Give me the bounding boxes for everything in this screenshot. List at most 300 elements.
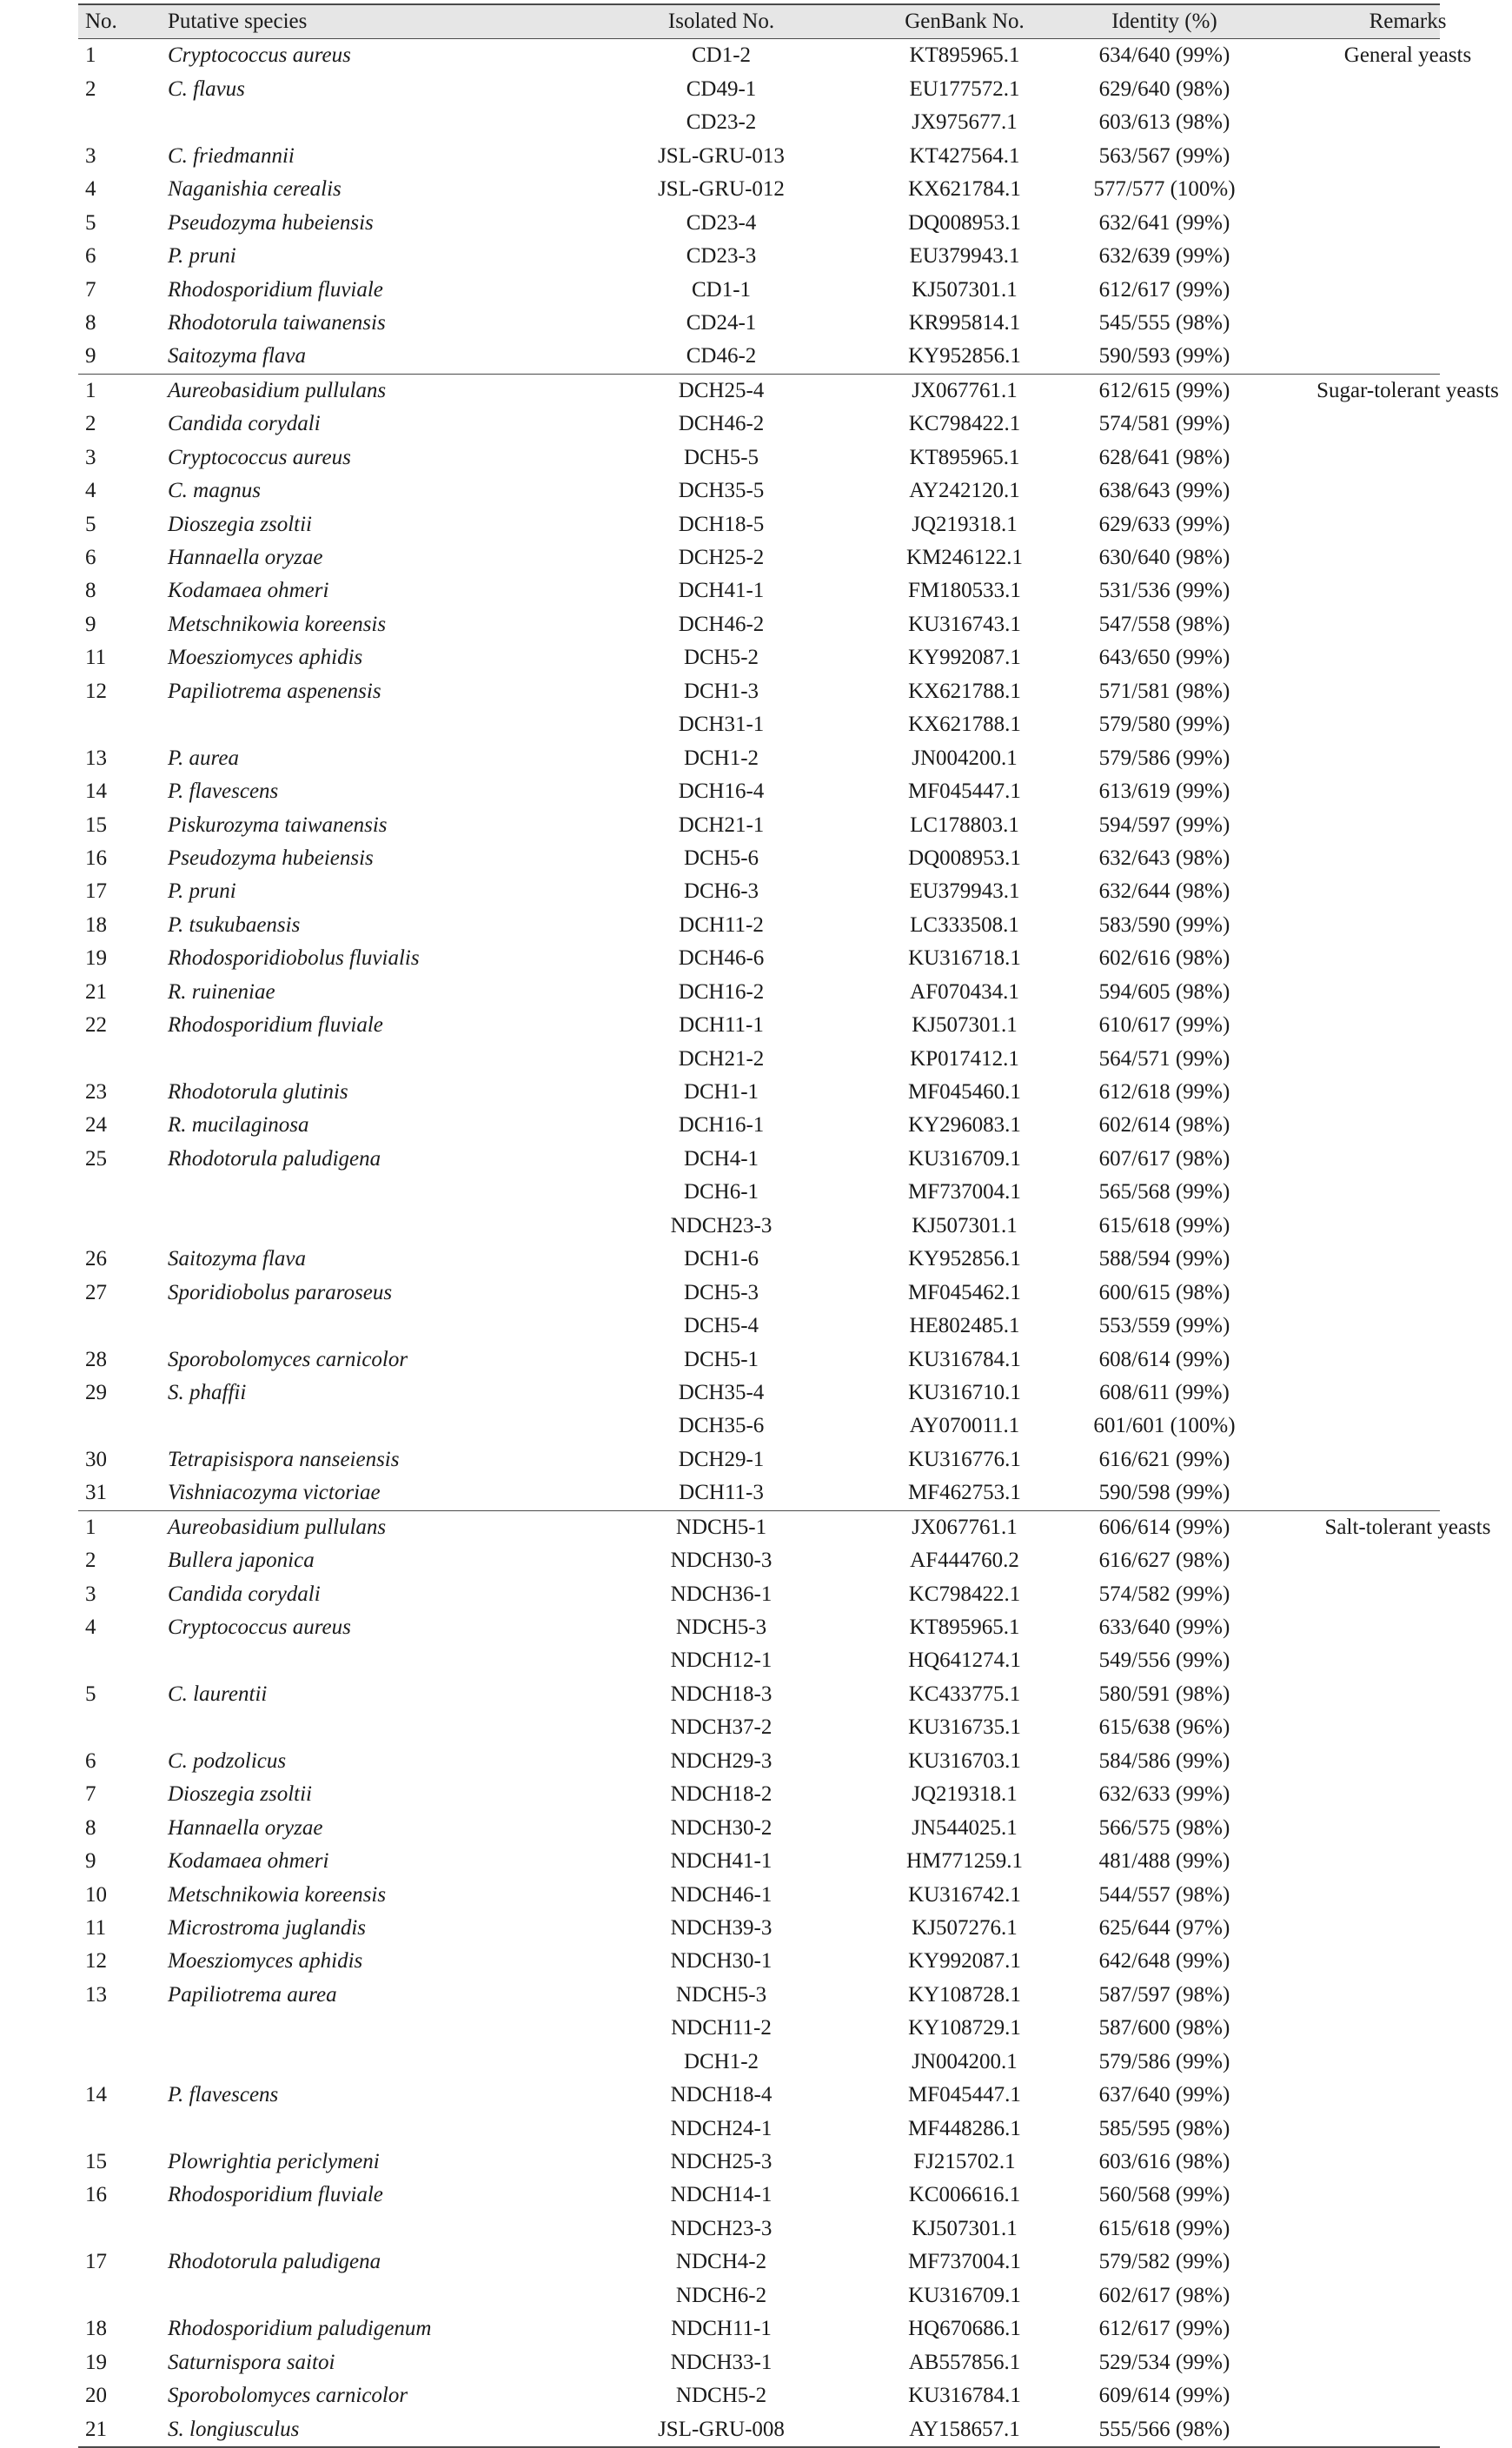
cell-genbank: KU316710.1 <box>908 1380 1021 1404</box>
table-row <box>78 2012 1440 2045</box>
cell-identity: 629/633 (99%) <box>1098 512 1230 536</box>
cell-identity: 632/641 (99%) <box>1098 210 1230 235</box>
table-row <box>78 474 1440 508</box>
cell-isolate: NDCH46-1 <box>670 1882 773 1907</box>
table-row <box>78 909 1440 942</box>
cell-genbank: KC006616.1 <box>908 2183 1021 2207</box>
table-row <box>78 340 1440 373</box>
cell-species: Bullera japonica <box>168 1549 315 1573</box>
cell-species: Rhodosporidium fluviale <box>168 277 383 302</box>
cell-genbank: FM180533.1 <box>908 579 1021 603</box>
cell-isolate: DCH29-1 <box>678 1447 765 1471</box>
cell-identity: 638/643 (99%) <box>1098 479 1230 503</box>
cell-isolate: NDCH24-1 <box>670 2116 773 2140</box>
cell-identity: 571/581 (98%) <box>1098 679 1230 703</box>
cell-identity: 588/594 (99%) <box>1098 1247 1230 1271</box>
cell-no: 28 <box>85 1347 107 1371</box>
table-row <box>78 1578 1440 1611</box>
cell-isolate: DCH46-2 <box>678 612 765 636</box>
cell-genbank: KT895965.1 <box>909 1615 1020 1639</box>
cell-no: 3 <box>85 1582 96 1606</box>
cell-species: R. mucilaginosa <box>168 1113 309 1138</box>
cell-isolate: JSL-GRU-012 <box>658 177 785 202</box>
cell-identity: 607/617 (98%) <box>1098 1146 1230 1171</box>
table-row <box>78 1812 1440 1845</box>
cell-no: 4 <box>85 479 96 503</box>
cell-isolate: DCH5-6 <box>683 846 759 870</box>
cell-species: R. ruineniae <box>168 979 275 1004</box>
cell-no: 19 <box>85 2350 107 2374</box>
cell-no: 30 <box>85 1447 107 1471</box>
cell-identity: 610/617 (99%) <box>1098 1013 1230 1038</box>
cell-species: Cryptococcus aureus <box>168 43 351 68</box>
cell-genbank: AY070011.1 <box>909 1414 1020 1438</box>
cell-identity: 632/644 (98%) <box>1098 879 1230 904</box>
cell-genbank: KU316709.1 <box>908 1146 1021 1171</box>
cell-identity: 612/617 (99%) <box>1098 277 1230 302</box>
cell-no: 1 <box>85 1515 96 1539</box>
cell-isolate: DCH11-3 <box>679 1481 764 1505</box>
table-row <box>78 1544 1440 1577</box>
cell-genbank: JX067761.1 <box>912 378 1018 402</box>
cell-isolate: CD23-3 <box>686 244 757 269</box>
cell-identity: 634/640 (99%) <box>1098 43 1230 68</box>
cell-isolate: DCH35-6 <box>678 1414 765 1438</box>
cell-no: 15 <box>85 2150 107 2173</box>
table-row <box>78 1043 1440 1076</box>
cell-identity: 602/617 (98%) <box>1098 2283 1230 2307</box>
cell-identity: 587/597 (98%) <box>1098 1982 1230 2007</box>
cell-isolate: NDCH33-1 <box>670 2350 773 2374</box>
cell-genbank: KT427564.1 <box>909 143 1020 168</box>
cell-isolate: NDCH39-3 <box>670 1915 773 1940</box>
table-row <box>78 1745 1440 1778</box>
table-row <box>78 1644 1440 1677</box>
cell-identity: 602/616 (98%) <box>1098 946 1230 971</box>
cell-genbank: KT895965.1 <box>909 43 1020 68</box>
header-species: Putative species <box>168 10 308 33</box>
cell-no: 14 <box>85 780 107 804</box>
table-row <box>78 2346 1440 2379</box>
cell-identity: 602/614 (98%) <box>1098 1113 1230 1138</box>
cell-species: Metschnikowia koreensis <box>168 1882 387 1907</box>
cell-identity: 594/605 (98%) <box>1098 979 1230 1004</box>
cell-identity: 632/639 (99%) <box>1098 244 1230 269</box>
cell-species: Aureobasidium pullulans <box>168 1515 387 1539</box>
table-row <box>78 2113 1440 2146</box>
cell-identity: 612/618 (99%) <box>1098 1080 1230 1104</box>
cell-isolate: DCH25-2 <box>678 546 765 569</box>
cell-isolate: NDCH23-3 <box>670 1213 773 1237</box>
table-row <box>78 1410 1440 1443</box>
table-row <box>78 1076 1440 1109</box>
cell-identity: 608/611 (99%) <box>1099 1380 1230 1404</box>
cell-isolate: DCH16-4 <box>678 780 765 804</box>
cell-no: 11 <box>85 646 107 670</box>
cell-isolate: NDCH5-2 <box>675 2384 767 2408</box>
cell-identity: 583/590 (99%) <box>1098 912 1230 937</box>
table-row <box>78 2379 1440 2412</box>
cell-isolate: DCH31-1 <box>678 713 765 737</box>
table-row <box>78 842 1440 875</box>
cell-genbank: FJ215702.1 <box>913 2150 1016 2173</box>
header-remarks: Remarks <box>1369 10 1447 33</box>
cell-genbank: JN004200.1 <box>912 2049 1018 2073</box>
cell-species: C. magnus <box>168 479 261 503</box>
table-row <box>78 1243 1440 1276</box>
cell-identity: 585/595 (98%) <box>1098 2116 1230 2140</box>
table-row <box>78 2079 1440 2112</box>
cell-species: Hannaella oryzae <box>168 1815 323 1840</box>
cell-isolate: DCH4-1 <box>683 1146 759 1171</box>
cell-genbank: KM246122.1 <box>905 546 1024 569</box>
cell-no: 6 <box>85 1748 96 1773</box>
header-no: No. <box>85 10 117 33</box>
table-row <box>78 1109 1440 1142</box>
cell-species: S. phaffii <box>168 1380 247 1404</box>
table-row <box>78 2046 1440 2079</box>
table-row <box>78 1476 1440 1509</box>
cell-identity: 566/575 (98%) <box>1098 1815 1230 1840</box>
cell-genbank: KY296083.1 <box>908 1113 1021 1138</box>
cell-genbank: KY952856.1 <box>908 1247 1021 1271</box>
cell-species: Dioszegia zsoltii <box>168 512 312 536</box>
cell-isolate: DCH46-6 <box>678 946 765 971</box>
cell-isolate: DCH41-1 <box>678 579 765 603</box>
table-row <box>78 574 1440 607</box>
cell-no: 24 <box>85 1113 107 1138</box>
cell-genbank: KC798422.1 <box>908 1582 1021 1606</box>
cell-isolate: DCH1-2 <box>683 2049 759 2073</box>
cell-genbank: JQ219318.1 <box>912 1782 1018 1807</box>
cell-genbank: HM771259.1 <box>905 1849 1024 1874</box>
cell-genbank: LC178803.1 <box>910 813 1019 837</box>
cell-species: C. friedmannii <box>168 143 295 168</box>
cell-identity: 612/617 (99%) <box>1098 2317 1230 2341</box>
cell-genbank: KU316784.1 <box>908 1347 1021 1371</box>
cell-identity: 632/633 (99%) <box>1098 1782 1230 1807</box>
cell-isolate: NDCH30-3 <box>670 1549 773 1573</box>
cell-genbank: KJ507301.1 <box>912 2216 1018 2240</box>
table-row <box>78 942 1440 975</box>
cell-identity: 564/571 (99%) <box>1098 1046 1230 1071</box>
table-row <box>78 1711 1440 1744</box>
cell-species: P. tsukubaensis <box>168 912 301 937</box>
table-row <box>78 2212 1440 2246</box>
cell-identity: 637/640 (99%) <box>1098 2083 1230 2107</box>
cell-no: 16 <box>85 846 107 870</box>
cell-no: 5 <box>85 512 96 536</box>
cell-identity: 609/614 (99%) <box>1098 2384 1230 2408</box>
cell-no: 12 <box>85 679 107 703</box>
cell-species: Saitozyma flava <box>168 1247 307 1271</box>
cell-genbank: KU316776.1 <box>908 1447 1021 1471</box>
table-row <box>78 742 1440 775</box>
cell-isolate: DCH1-6 <box>683 1247 759 1271</box>
cell-genbank: KU316735.1 <box>908 1715 1021 1740</box>
cell-species: Moesziomyces aphidis <box>168 646 363 670</box>
cell-identity: 630/640 (98%) <box>1098 546 1230 569</box>
cell-isolate: NDCH11-2 <box>671 2016 772 2040</box>
table-row <box>78 307 1440 340</box>
cell-identity: 549/556 (99%) <box>1098 1649 1230 1673</box>
cell-identity: 615/638 (96%) <box>1098 1715 1230 1740</box>
cell-isolate: DCH1-1 <box>683 1080 759 1104</box>
cell-species: Rhodosporidium fluviale <box>168 2183 383 2207</box>
cell-species: Hannaella oryzae <box>168 546 323 569</box>
cell-identity: 584/586 (99%) <box>1098 1748 1230 1773</box>
cell-identity: 555/566 (98%) <box>1098 2417 1230 2441</box>
cell-isolate: NDCH25-3 <box>670 2150 773 2173</box>
table-row <box>78 39 1472 72</box>
cell-no: 9 <box>85 344 96 368</box>
cell-species: Candida corydali <box>168 412 321 436</box>
cell-isolate: DCH21-2 <box>678 1046 765 1071</box>
cell-identity: 633/640 (99%) <box>1098 1615 1230 1639</box>
cell-genbank: DQ008953.1 <box>908 846 1021 870</box>
cell-identity: 580/591 (98%) <box>1098 1682 1230 1706</box>
cell-isolate: NDCH18-3 <box>670 1682 773 1706</box>
table-row <box>78 1945 1440 1978</box>
header-identity: Identity (%) <box>1111 10 1217 33</box>
cell-isolate: NDCH36-1 <box>670 1582 773 1606</box>
cell-remarks: Salt-tolerant yeasts <box>1324 1515 1491 1539</box>
cell-no: 17 <box>85 2250 107 2274</box>
cell-genbank: JN544025.1 <box>912 1815 1018 1840</box>
cell-identity: 560/568 (99%) <box>1098 2183 1230 2207</box>
cell-genbank: KY952856.1 <box>908 344 1021 368</box>
cell-identity: 574/581 (99%) <box>1098 412 1230 436</box>
table-row <box>78 1176 1440 1209</box>
cell-no: 11 <box>85 1915 107 1940</box>
cell-genbank: KU316709.1 <box>908 2283 1021 2307</box>
cell-genbank: MF045460.1 <box>908 1080 1021 1104</box>
table-row <box>78 207 1440 240</box>
cell-no: 4 <box>85 1615 96 1639</box>
cell-species: Rhodotorula glutinis <box>168 1080 348 1104</box>
cell-no: 13 <box>85 1982 107 2007</box>
cell-isolate: NDCH18-2 <box>670 1782 773 1807</box>
table-row <box>78 2312 1440 2345</box>
yeast-identification-table <box>78 3 1499 2448</box>
table-row <box>78 441 1440 474</box>
cell-genbank: KX621788.1 <box>908 713 1021 737</box>
table-row <box>78 608 1440 641</box>
cell-species: C. podzolicus <box>168 1748 287 1773</box>
cell-no: 23 <box>85 1080 107 1104</box>
table-row <box>78 875 1440 908</box>
cell-identity: 565/568 (99%) <box>1098 1180 1230 1204</box>
cell-identity: 590/593 (99%) <box>1098 344 1230 368</box>
cell-no: 18 <box>85 2317 107 2341</box>
cell-genbank: AY158657.1 <box>909 2417 1020 2441</box>
header-isolate: Isolated No. <box>667 10 775 33</box>
cell-identity: 612/615 (99%) <box>1098 378 1230 402</box>
cell-no: 4 <box>85 177 96 202</box>
cell-isolate: DCH11-1 <box>679 1013 764 1038</box>
cell-genbank: MF737004.1 <box>908 1180 1021 1204</box>
cell-species: P. flavescens <box>168 780 279 804</box>
cell-species: Plowrightia periclymeni <box>168 2150 380 2173</box>
cell-isolate: DCH18-5 <box>678 512 765 536</box>
cell-isolate: CD23-4 <box>686 210 757 235</box>
cell-no: 1 <box>85 378 96 402</box>
cell-isolate: DCH1-3 <box>683 679 759 703</box>
cell-no: 3 <box>85 143 96 168</box>
table-row <box>78 1277 1440 1310</box>
cell-isolate: DCH6-1 <box>683 1180 759 1204</box>
cell-species: Aureobasidium pullulans <box>168 378 387 402</box>
cell-isolate: CD23-2 <box>686 110 757 135</box>
table-row <box>78 73 1440 106</box>
cell-genbank: KR995814.1 <box>908 310 1021 335</box>
cell-species: Rhodotorula paludigena <box>168 1146 381 1171</box>
cell-isolate: CD46-2 <box>686 344 757 368</box>
table-row <box>78 408 1440 441</box>
cell-genbank: KC433775.1 <box>908 1682 1021 1706</box>
cell-no: 19 <box>85 946 107 971</box>
cell-no: 7 <box>85 1782 96 1807</box>
cell-genbank: JX067761.1 <box>912 1515 1018 1539</box>
table-row <box>78 1443 1440 1476</box>
cell-species: P. flavescens <box>168 2083 279 2107</box>
table-row <box>78 1377 1440 1410</box>
cell-isolate: DCH25-4 <box>678 378 765 402</box>
cell-species: P. pruni <box>168 244 236 269</box>
cell-no: 3 <box>85 445 96 469</box>
cell-genbank: KU316703.1 <box>908 1748 1021 1773</box>
cell-genbank: JQ219318.1 <box>912 512 1018 536</box>
table-row <box>78 1912 1440 1945</box>
cell-no: 2 <box>85 76 96 101</box>
cell-isolate: DCH35-5 <box>678 479 765 503</box>
cell-genbank: EU177572.1 <box>909 76 1020 101</box>
cell-genbank: AF070434.1 <box>910 979 1019 1004</box>
cell-identity: 587/600 (98%) <box>1098 2016 1230 2040</box>
cell-species: Saitozyma flava <box>168 344 307 368</box>
cell-no: 21 <box>85 979 107 1004</box>
cell-isolate: NDCH5-3 <box>675 1615 767 1639</box>
cell-species: C. flavus <box>168 76 245 101</box>
cell-isolate: DCH5-3 <box>683 1280 759 1304</box>
table-row <box>78 1678 1440 1711</box>
table-row <box>78 541 1440 574</box>
table-row <box>78 240 1440 273</box>
cell-remarks: General yeasts <box>1343 43 1472 68</box>
cell-isolate: DCH16-2 <box>678 979 765 1004</box>
cell-no: 5 <box>85 1682 96 1706</box>
cell-species: Metschnikowia koreensis <box>168 612 387 636</box>
cell-no: 7 <box>85 277 96 302</box>
cell-genbank: EU379943.1 <box>909 879 1020 904</box>
cell-species: Pseudozyma hubeiensis <box>168 846 374 870</box>
cell-genbank: EU379943.1 <box>909 244 1020 269</box>
cell-isolate: DCH46-2 <box>678 412 765 436</box>
cell-species: Cryptococcus aureus <box>168 445 351 469</box>
cell-genbank: HQ670686.1 <box>908 2317 1021 2341</box>
cell-isolate: DCH21-1 <box>678 813 765 837</box>
cell-genbank: AY242120.1 <box>909 479 1020 503</box>
cell-remarks: Sugar-tolerant yeasts <box>1316 378 1499 402</box>
table-body <box>78 39 1499 2448</box>
cell-no: 13 <box>85 746 107 770</box>
cell-no: 2 <box>85 412 96 436</box>
cell-species: Tetrapisispora nanseiensis <box>168 1447 400 1471</box>
cell-identity: 606/614 (99%) <box>1098 1515 1230 1539</box>
cell-species: Cryptococcus aureus <box>168 1615 351 1639</box>
cell-genbank: KY992087.1 <box>908 646 1021 670</box>
cell-identity: 547/558 (98%) <box>1098 612 1230 636</box>
cell-species: S. longiusculus <box>168 2417 300 2441</box>
cell-identity: 545/555 (98%) <box>1098 310 1230 335</box>
table-row <box>78 1510 1491 1544</box>
cell-species: Papiliotrema aurea <box>168 1982 337 2007</box>
cell-identity: 643/650 (99%) <box>1098 646 1230 670</box>
table-row <box>78 374 1499 408</box>
cell-identity: 579/586 (99%) <box>1098 746 1230 770</box>
cell-isolate: NDCH23-3 <box>670 2216 773 2240</box>
cell-identity: 615/618 (99%) <box>1098 1213 1230 1237</box>
cell-no: 26 <box>85 1247 107 1271</box>
cell-genbank: JX975677.1 <box>912 110 1018 135</box>
cell-isolate: NDCH5-3 <box>675 1982 767 2007</box>
table-row <box>78 2179 1440 2212</box>
cell-isolate: NDCH12-1 <box>670 1649 773 1673</box>
cell-species: Microstroma juglandis <box>168 1915 367 1940</box>
cell-species: Sporobolomyces carnicolor <box>168 1347 408 1371</box>
cell-genbank: AF444760.2 <box>910 1549 1019 1573</box>
cell-genbank: KX621788.1 <box>908 679 1021 703</box>
cell-species: Vishniacozyma victoriae <box>168 1481 381 1505</box>
cell-isolate: NDCH5-1 <box>675 1515 767 1539</box>
cell-identity: 608/614 (99%) <box>1098 1347 1230 1371</box>
table-row <box>78 1979 1440 2012</box>
cell-identity: 642/648 (99%) <box>1098 1949 1230 1974</box>
cell-no: 27 <box>85 1280 107 1304</box>
cell-identity: 600/615 (98%) <box>1098 1280 1230 1304</box>
cell-genbank: KY108728.1 <box>908 1982 1021 2007</box>
cell-identity: 601/601 (100%) <box>1093 1414 1236 1438</box>
cell-genbank: HE802485.1 <box>909 1314 1020 1338</box>
cell-no: 29 <box>85 1380 107 1404</box>
cell-identity: 579/582 (99%) <box>1098 2250 1230 2274</box>
cell-no: 9 <box>85 612 96 636</box>
cell-genbank: KX621784.1 <box>908 177 1021 202</box>
cell-identity: 553/559 (99%) <box>1098 1314 1230 1338</box>
cell-genbank: KT895965.1 <box>909 445 1020 469</box>
table-row <box>78 809 1440 842</box>
cell-isolate: CD49-1 <box>686 76 757 101</box>
cell-species: P. aurea <box>168 746 239 770</box>
cell-species: Dioszegia zsoltii <box>168 1782 312 1807</box>
cell-genbank: MF737004.1 <box>908 2250 1021 2274</box>
cell-species: Rhodotorula taiwanensis <box>168 310 386 335</box>
cell-isolate: DCH5-5 <box>683 445 759 469</box>
table-row <box>78 173 1440 206</box>
table-row <box>78 1879 1440 1912</box>
table-row <box>78 976 1440 1009</box>
cell-identity: 625/644 (97%) <box>1098 1915 1230 1940</box>
cell-genbank: AB557856.1 <box>908 2350 1021 2374</box>
table-header-row <box>78 3 1447 39</box>
table-row <box>78 1611 1440 1644</box>
table-row <box>78 775 1440 808</box>
cell-identity: 577/577 (100%) <box>1093 177 1236 202</box>
table-row <box>78 1343 1440 1377</box>
cell-no: 18 <box>85 912 107 937</box>
cell-isolate: NDCH41-1 <box>670 1849 773 1874</box>
table-row <box>78 508 1440 541</box>
